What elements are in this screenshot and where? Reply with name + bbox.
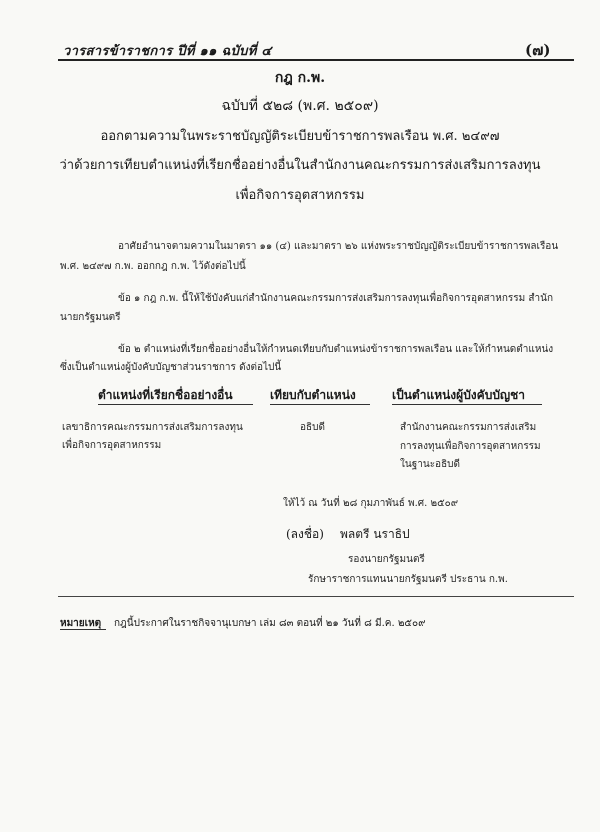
footnote-text: กฎนี้ประกาศในราชกิจจานุเบกษา เล่ม ๘๓ ตอนที่ ๒๑ วันที่ ๘ มี.ค. ๒๕๐๙ [114, 618, 426, 629]
footnote-label: หมายเหตุ [60, 618, 102, 629]
table-header-equivalent: เทียบกับตำแหน่ง [270, 388, 356, 402]
header-underline-3 [392, 404, 542, 405]
table-cell-equivalent: อธิบดี [300, 422, 325, 433]
signatory-position-1: รองนายกรัฐมนตรี [348, 554, 425, 565]
preamble-line-1: อาศัยอำนาจตามความในมาตรา ๑๑ (๔) และมาตรา ๒๖ แห่งพระราชบัญญัติระเบียบข้าราชการพลเรือน [118, 241, 559, 252]
clause-2-line-2: ซึ่งเป็นตำแหน่งผู้บังคับบัญชาส่วนราชการ ดังต่อไปนี้ [60, 362, 282, 373]
table-cell-commander-2: การลงทุนเพื่อกิจการอุตสาหกรรม [400, 441, 541, 452]
preamble-line-2: พ.ศ. ๒๔๙๗ ก.พ. ออกกฎ ก.พ. ไว้ดังต่อไปนี้ [60, 261, 246, 272]
table-cell-commander-1: สำนักงานคณะกรรมการส่งเสริม [400, 422, 537, 433]
header-underline-2 [270, 404, 370, 405]
table-cell-position-1: เลขาธิการคณะกรรมการส่งเสริมการลงทุน [62, 422, 243, 433]
header-rule [58, 59, 574, 61]
clause-2-line-1: ข้อ ๒ ตำแหน่งที่เรียกชื่ออย่างอื่นให้กำหนดเทียบกับตำแหน่งข้าราชการพลเรือน และให้กำหนดตำแหน่ง [118, 344, 554, 355]
table-cell-commander-3: ในฐานะอธิบดี [400, 459, 461, 470]
signatory-name: พลตรี นราธิป [340, 527, 410, 541]
given-date: ให้ไว้ ณ วันที่ ๒๘ กุมภาพันธ์ พ.ศ. ๒๕๐๙ [283, 498, 459, 509]
footnote-rule [58, 596, 574, 597]
table-header-commander: เป็นตำแหน่งผู้บังคับบัญชา [392, 388, 526, 402]
footnote-label-underline [60, 629, 106, 630]
clause-1-line-2: นายกรัฐมนตรี [60, 312, 121, 323]
subject-line: ว่าด้วยการเทียบตำแหน่งที่เรียกชื่ออย่างอื่นในสำนักงานคณะกรรมการส่งเสริมการลงทุน [59, 158, 541, 173]
clause-1-line-1: ข้อ ๑ กฎ ก.พ. นี้ให้ใช้บังคับแก่สำนักงานคณะกรรมการส่งเสริมการลงทุนเพื่อกิจการอุตสาหกรรม สำนัก [118, 293, 554, 304]
journal-header: วารสารข้าราชการ ปีที่ ๑๑ ฉบับที่ ๔ [63, 44, 272, 59]
table-cell-position-2: เพื่อกิจการอุตสาหกรรม [62, 440, 162, 451]
authority-line: ออกตามความในพระราชบัญญัติระเบียบข้าราชการพลเรือน พ.ศ. ๒๔๙๗ [100, 129, 500, 144]
signed-label: (ลงชื่อ) [286, 527, 324, 541]
subject-line-2: เพื่อกิจการอุตสาหกรรม [235, 188, 365, 203]
table-header-position: ตำแหน่งที่เรียกชื่ออย่างอื่น [98, 388, 233, 402]
rule-number: ฉบับที่ ๕๒๘ (พ.ศ. ๒๕๐๙) [221, 98, 379, 114]
signatory-position-2: รักษาราชการแทนนายกรัฐมนตรี ประธาน ก.พ. [308, 574, 508, 585]
page-number: (๗) [525, 41, 551, 59]
rule-title: กฎ ก.พ. [274, 70, 326, 86]
header-underline-1 [98, 404, 253, 405]
